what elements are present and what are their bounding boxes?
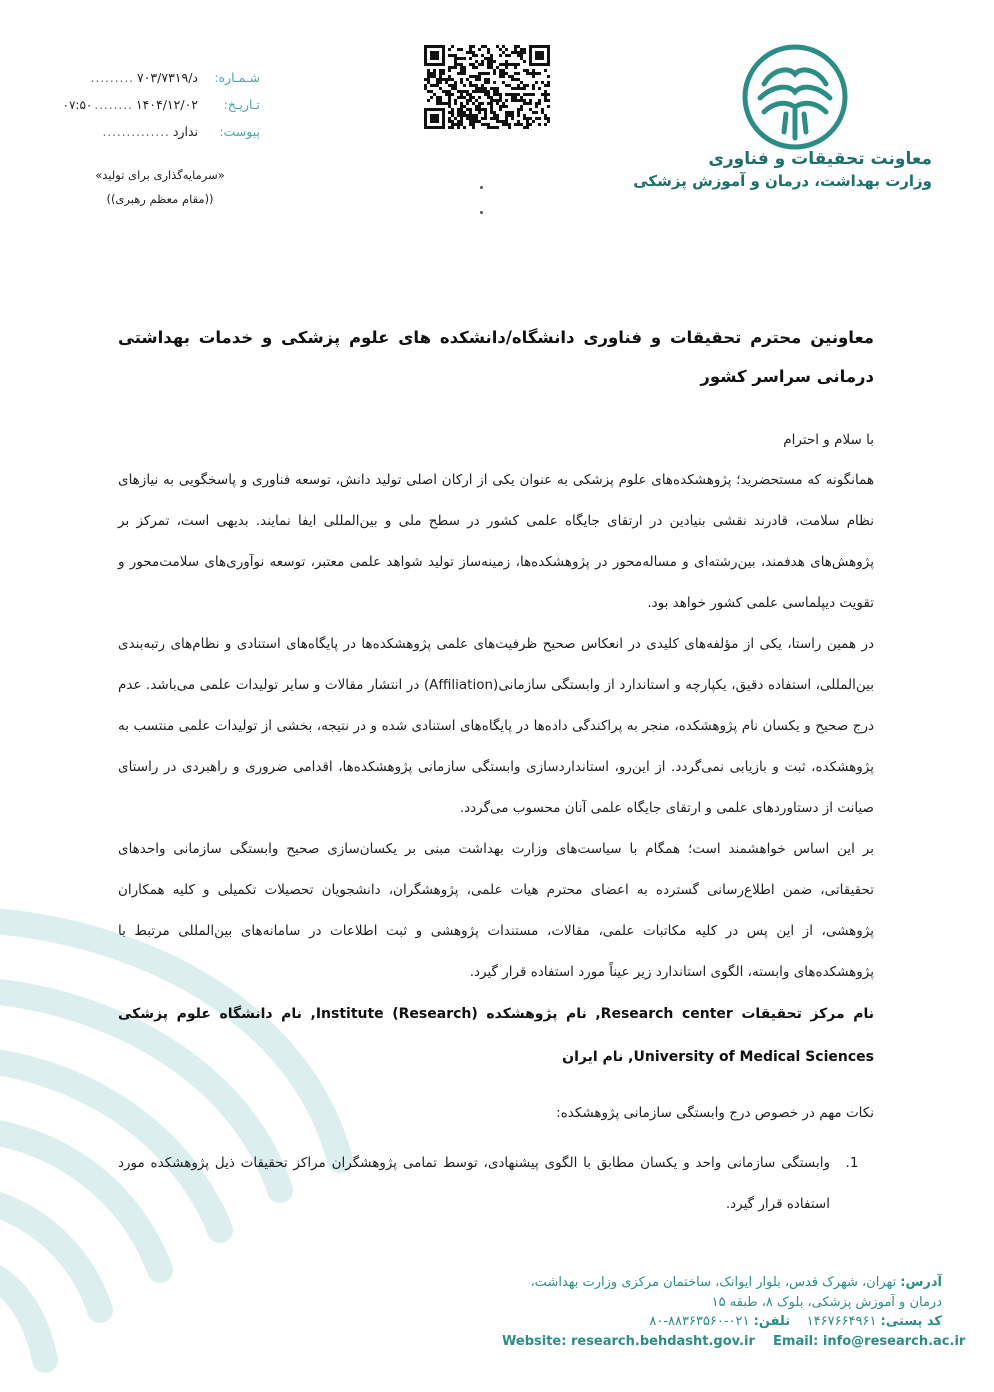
postal-label: کد پستی: — [880, 1314, 942, 1329]
attachment-label: پیوست: — [219, 124, 260, 139]
letter-meta — [30, 70, 260, 151]
salutation: با سلام و احترام — [783, 432, 874, 448]
number-label: شـمـاره: — [214, 70, 260, 85]
list-item-number: 1. — [845, 1155, 859, 1171]
email-link[interactable]: info@research.ac.ir — [822, 1333, 966, 1349]
footer — [502, 1273, 966, 1351]
paragraph: بر این اساس خواهشمند است؛ همگام با سیاست‌های وزارت بهداشت مبنی بر یکسان‌سازی صحیح وابستگی سازمانی واحدهای تحقیقاتی، ضمن اطلاع‌رسانی گسترده به اعضای محترم هیات علمی، پژوهشگران، دانشجویان تحصیلات تکمیلی و کلیه همکاران پژوهشی، از این پس در کلیه مکاتبات علمی، مقالات، مستندات پژوهشی و ثبت اطلاعات در سامانه‌های بین‌المللی مرتبط با پژوهشکده‌های وابسته، الگوی استاندارد زیر عیناً مورد استفاده قرار گیرد. — [118, 841, 874, 980]
dotted-leader: ......... — [90, 71, 134, 85]
dotted-leader: .............. — [102, 125, 170, 139]
paragraph: همانگونه که مستحضرید؛ پژوهشکده‌های علوم پزشکی به عنوان یکی از ارکان اصلی تولید دانش، توسعه فناوری و پاسخگویی به نیازهای نظام سلامت، قادرند نقشی بنیادین در ارتقای جایگاه علمی کشور در سطح ملی و بین‌المللی ایفا نمایند. بدیهی است، تمرکز بر پژوهش‌های هدفمند، بین‌رشته‌ای و مساله‌محور در پژوهشکده‌ها، زمینه‌ساز تولید شواهد علمی معتبر، توسعه نوآوری‌های سلامت‌محور و تقویت دیپلماسی علمی کشور خواهد بود. — [118, 472, 874, 611]
meta-attachment-row — [30, 124, 260, 151]
motto — [60, 163, 260, 211]
motto-line-1: «سرمایه‌گذاری برای تولید» — [95, 168, 225, 182]
stray-dot — [480, 211, 483, 214]
footer-address — [502, 1273, 942, 1312]
ministry-tree-logo-icon — [742, 44, 848, 150]
dotted-leader: ........ — [94, 98, 133, 112]
list-item — [118, 1143, 874, 1225]
date-label: تـاریـخ: — [223, 97, 260, 112]
date-value: ۱۴۰۴/۱۲/۰۲ — [135, 97, 198, 112]
meta-date-row — [30, 97, 260, 124]
notes-heading: نکات مهم در خصوص درج وابستگی سازمانی پژوهشکده: — [556, 1105, 874, 1121]
time-value: ۰۷:۵۰ — [62, 98, 93, 112]
motto-line-2: ((مقام معظم رهبری)) — [106, 192, 214, 206]
paragraph: در همین راستا، یکی از مؤلفه‌های کلیدی در انعکاس صحیح ظرفیت‌های علمی پژوهشکده‌ها در پایگاه‌های استنادی و نظام‌های رتبه‌بندی بین‌المللی، استفاده دقیق، یکپارچه و استاندارد از وابستگی سازمانی(Affiliation) در انتشار مقالات و سایر تولیدات علمی می‌باشد. عدم درج صحیح و یکسان نام پژوهشکده، منجر به پراکندگی داده‌ها در پایگاه‌های استنادی شده و در نتیجه، بخشی از تولیدات علمی منتسب به پژوهشکده، ثبت و بازیابی نمی‌گردد. از این‌رو، استانداردسازی وابستگی سازمانی پژوهشکده‌ها، اقدامی ضروری و راهبردی در راستای صیانت از دستاوردهای علمی و ارتقای جایگاه علمی آنان محسوب می‌گردد. — [118, 636, 874, 816]
letter-body — [118, 318, 874, 1225]
org-line-1: معاونت تحقیقات و فناوری — [708, 149, 932, 169]
letter-title: معاونین محترم تحقیقات و فناوری دانشگاه/دانشکده های علوم پزشکی و خدمات بهداشتی درمانی سراسر کشور — [118, 328, 874, 386]
number-value: د/۷۰۳/۷۳۱۹ — [137, 70, 198, 85]
email-label: Email: — [773, 1333, 819, 1349]
qr-code-icon — [424, 45, 550, 129]
postal-code: ۱۴۶۷۶۶۴۹۶۱ — [806, 1314, 877, 1329]
stray-dot — [480, 186, 483, 189]
affiliation-pattern: نام مرکز تحقیقات Research center, نام پژوهشکده (Research) Institute, نام دانشگاه علوم پزشکی University of Medical Sciences, نام ایران — [118, 1006, 875, 1065]
address-text: تهران، شهرک قدس، بلوار ایوانک، ساختمان مرکزی وزارت بهداشت، درمان و آموزش پزشکی، بلوک ۸، طبقه ۱۵ — [530, 1275, 942, 1310]
footer-web — [502, 1332, 966, 1352]
list-item-text: وابستگی سازمانی واحد و یکسان مطابق با الگوی پیشنهادی، توسط تمامی پژوهشگران مراکز تحقیقات ذیل پژوهشکده مورد استفاده قرار گیرد. — [118, 1155, 830, 1212]
meta-number-row — [30, 70, 260, 97]
phone-number: ۰۲۱-۸۸۳۶۳۵۶۰-۸۰ — [649, 1314, 750, 1329]
website-link[interactable]: research.behdasht.gov.ir — [570, 1333, 755, 1349]
address-label: آدرس: — [900, 1275, 942, 1290]
footer-contact — [502, 1312, 942, 1332]
attachment-value: ندارد — [172, 124, 198, 139]
website-label: Website: — [502, 1333, 567, 1349]
organization-name — [632, 148, 932, 192]
phone-label: تلفن: — [753, 1314, 791, 1329]
org-line-2: وزارت بهداشت، درمان و آموزش پزشکی — [633, 172, 932, 190]
